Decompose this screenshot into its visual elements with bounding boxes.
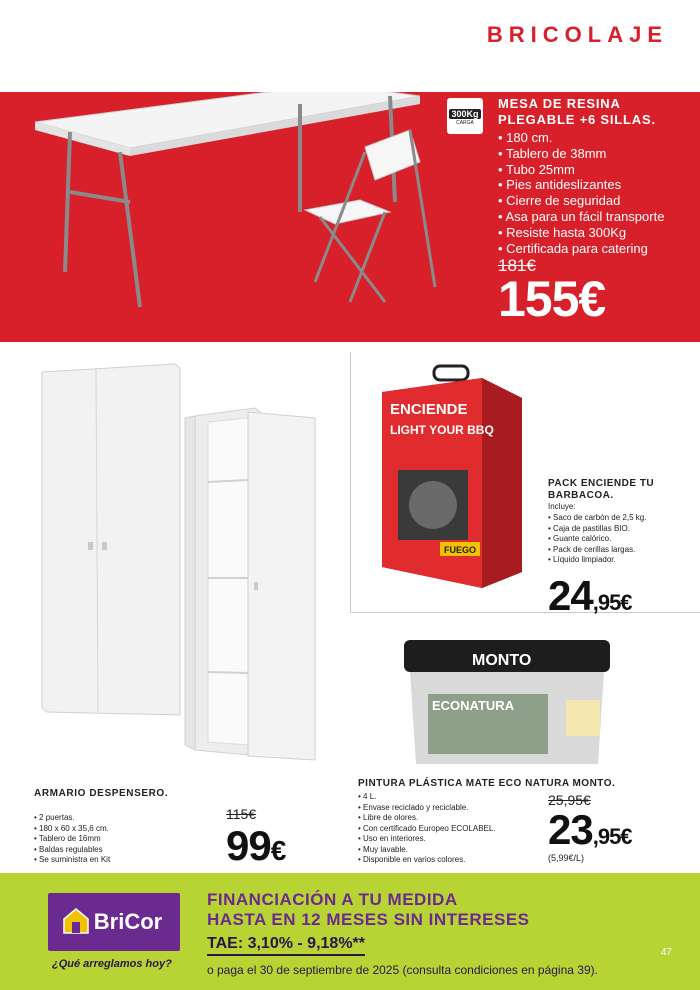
wardrobe-price-int: 99 — [226, 822, 271, 869]
hero-banner — [0, 92, 700, 342]
wardrobe-feature: • Se suministra en Kit — [34, 855, 110, 866]
paint-feature: • Muy lavable. — [358, 845, 496, 856]
hero-product-info — [498, 96, 698, 256]
bbq-pack-image — [376, 362, 526, 592]
paint-feature-list — [358, 792, 496, 866]
paint-feature: • Libre de olores. — [358, 813, 496, 824]
bbq-feature-list — [548, 513, 646, 566]
paint-feature: • Con certificado Europeo ECOLABEL. — [358, 824, 496, 835]
paint-brand: MONTO — [472, 652, 532, 669]
wardrobe-old-price: 115€ — [226, 806, 257, 822]
load-capacity-badge — [447, 98, 483, 134]
paint-unit-price: (5,99€/L) — [548, 853, 585, 863]
paint-price-int: 23 — [548, 806, 593, 853]
financing-headline-2: HASTA EN 12 MESES SIN INTERESES — [207, 910, 530, 929]
hero-feature: • 180 cm. — [498, 130, 698, 146]
folding-table-and-chair-image — [0, 92, 460, 342]
bbq-box-text-2: LIGHT YOUR BBQ — [390, 423, 494, 437]
hero-feature: • Asa para un fácil transporte — [498, 209, 698, 225]
wardrobe-title: ARMARIO DESPENSERO. — [34, 788, 169, 799]
financing-tae: TAE: 3,10% - 9,18%** — [207, 935, 365, 956]
bbq-price-decimals: ,95€ — [592, 590, 632, 615]
section-title: BRICOLAJE — [486, 22, 668, 47]
hero-title-line1: MESA DE RESINA — [498, 96, 621, 111]
paint-bucket-image — [402, 636, 612, 766]
wardrobe-feature: • Baldas regulables — [34, 845, 110, 856]
wardrobe-feature-list — [34, 813, 110, 866]
hero-title — [498, 96, 698, 128]
hero-old-price: 181€ — [498, 256, 536, 275]
page-number: 47 — [660, 947, 672, 958]
bbq-price — [548, 572, 632, 620]
paint-product: ECONATURA — [432, 698, 515, 713]
paint-feature: • Envase reciclado y reciclable. — [358, 803, 496, 814]
financing-footer — [0, 873, 700, 990]
bricor-logo — [48, 893, 180, 951]
logo-text: BriCor — [93, 909, 163, 934]
bbq-feature: • Caja de pastillas BIO. — [548, 524, 646, 535]
hero-title-line2: PLEGABLE +6 SILLAS. — [498, 112, 656, 127]
bbq-price-int: 24 — [548, 572, 593, 619]
financing-note: o paga el 30 de septiembre de 2025 (consulta condiciones en página 39). — [207, 963, 598, 977]
wardrobe-feature: • 2 puertas. — [34, 813, 110, 824]
bbq-box-brand: FUEGO — [444, 545, 477, 555]
hero-feature: • Tubo 25mm — [498, 162, 698, 178]
bbq-feature: • Saco de carbón de 2,5 kg. — [548, 513, 646, 524]
hero-feature-list — [498, 130, 698, 256]
hero-feature: • Resiste hasta 300Kg — [498, 225, 698, 241]
hero-feature: • Certificada para catering — [498, 241, 698, 257]
bbq-includes-label: Incluye: — [548, 502, 576, 511]
horizontal-divider — [350, 612, 700, 613]
paint-feature: • Disponible en varios colores. — [358, 855, 496, 866]
wardrobe-image — [30, 360, 330, 770]
vertical-divider — [350, 352, 351, 612]
house-icon — [62, 907, 90, 935]
wardrobe-feature: • 180 x 60 x 35,6 cm. — [34, 824, 110, 835]
paint-price-decimals: ,95€ — [592, 824, 632, 849]
hero-price: 155€ — [498, 271, 606, 327]
badge-label: CARGA — [456, 119, 474, 126]
wardrobe-price — [226, 822, 285, 870]
paint-title: PINTURA PLÁSTICA MATE ECO NATURA MONTO. — [358, 778, 616, 789]
logo-tagline: ¿Qué arreglamos hoy? — [52, 958, 172, 970]
bbq-box-text-1: ENCIENDE — [390, 401, 468, 418]
bbq-title: PACK ENCIENDE TU BARBACOA. — [548, 478, 655, 501]
badge-capacity: 300Kg — [451, 108, 479, 119]
hero-feature: • Tablero de 38mm — [498, 146, 698, 162]
wardrobe-feature: • Tablero de 16mm — [34, 834, 110, 845]
hero-feature: • Pies antideslizantes — [498, 177, 698, 193]
paint-old-price: 25,95€ — [548, 792, 591, 808]
financing-headline-1: FINANCIACIÓN A TU MEDIDA — [207, 890, 458, 909]
wardrobe-price-currency: € — [270, 835, 286, 866]
paint-feature: • 4 L. — [358, 792, 496, 803]
paint-feature: • Uso en interiores. — [358, 834, 496, 845]
bbq-feature: • Pack de cerillas largas. — [548, 545, 646, 556]
bbq-feature: • Líquido limpiador. — [548, 555, 646, 566]
bbq-feature: • Guante calórico. — [548, 534, 646, 545]
hero-feature: • Cierre de seguridad — [498, 193, 698, 209]
paint-price — [548, 806, 632, 854]
